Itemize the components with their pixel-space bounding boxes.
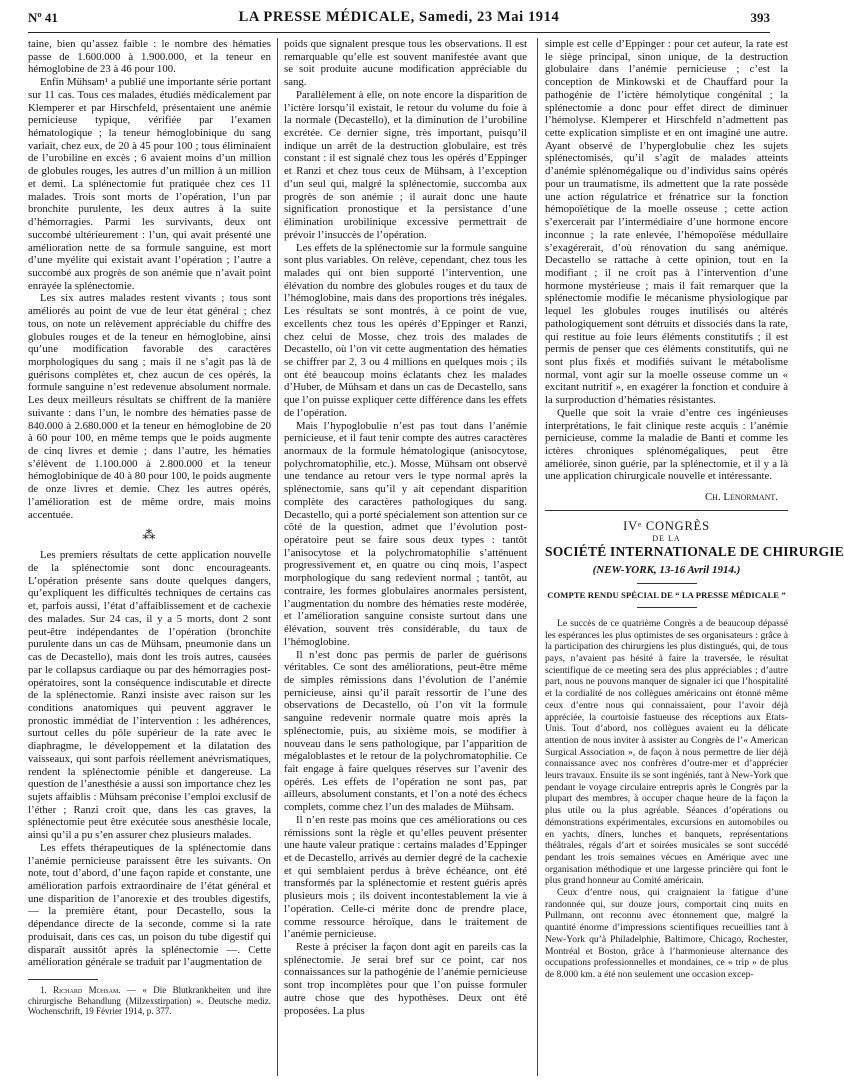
paragraph: Quelle que soit la vraie d’entre ces ingénieuses interprétations, le fait clinique reste acquis : l’anémie pernicieuse, comme la maladie de Banti et comme les ictères chroniques splénomégaliques, peut être améliorée, sinon guérie, par la splénectomie, et il y a là une application chirurgicale nouvelle et intéressante. — [545, 406, 788, 483]
society-name: SOCIÉTÉ INTERNATIONALE DE CHIRURGIE — [545, 543, 844, 559]
column-separator — [277, 38, 278, 1076]
paragraph: taine, bien qu’assez faible : le nombre des hématies passe de 1.600.000 à 1.900.000, et la teneur en hémoglobine de 23 à 46 pour 100. — [28, 38, 271, 76]
paragraph: simple est celle d’Eppinger : pour cet auteur, la rate est le siège principal, sinon unique, de la destruction globulaire dans l’anémie pernicieuse ; c’est la conception de Minkowski et de Chauffard pour la pathogénie de l’ictère hémolytique congénital ; la splénectomie a donc pour effet direct de diminuer l’hémolyse. Klemperer et Hirschfeld n’admettent pas cette explication simpliste et en ont imaginé une autre. Ayant observé de l’hyperglobulie chez les sujets splénectomisés, qu’il s’agît de malades atteints d’anémie splénomégalique ou d’individus sains opérés pour un traumatisme, ils admettent que la rate possède une action régulatrice et frénatrice sur la fonction hémopoïétique de la moelle osseuse ; cette action s’exercerait par l’intermédiaire d’une hormone encore inconnue ; la rate enlevée, l’hémopoïèse médullaire s’exagérerait, d’où rénovation du sang anémique. Decastello se rattache à cette opinion, tout en la modifiant ; il ne croit pas à l’intervention d’une hormone mystérieuse ; mais il fait remarquer que la splénectomie modifie le mécanisme physiologique par lequel les globules rouges inutilisés ou altérés pathologiquement sont détruits et dissociés dans la rate, qui restitue au foie leurs éléments constitutifs ; il est permis de penser que ces éléments constitutifs, qui ne sont plus fixés et modifiés suivant le métabolisme normal, vont agir sur la moelle osseuse comme un « excitant nutritif », en exagérer la fonction et conduire à la surproduction d’hématies résistantes. — [545, 38, 788, 407]
author-signature: Ch. Lenormant. — [704, 491, 778, 504]
paragraph: Il n’est donc pas permis de parler de guérisons véritables. Ce sont des améliorations, peut-être même de simples rémissions dans l’évolution de l’anémie pernicieuse, ainsi qu’il paraît ressortir de l’une des observations de Decastello, où l’on vit la formule sanguine redevenir normale quatre mois après la splénectomie, puis, au sixième mois, se modifier à nouveau dans le sens pathologique, par l’apparition de mégaloblastes et le retour de la polychromatophilie. Ce fait engage à faire quelques réserves sur l’avenir des opérés. Les effets de l’opération ne sont pas, par ailleurs, absolument constants, et l’on a noté des échecs complets, comme chez l’un des malades de Mühsam. — [284, 648, 527, 814]
footnote-text: — « Die Blutkrankheiten und ihre chirurgische Behandlung (Milzexstirpation) ». Deutsche mediz. Wochenschrift, 19 Février 1914, p. 377. — [28, 985, 271, 1017]
congress-title: IVᵉ CONGRÈS — [623, 518, 710, 533]
section-rule — [545, 510, 788, 511]
report-heading: COMPTE RENDU SPÉCIAL DE “ LA PRESSE MÉDICALE ” — [547, 589, 786, 600]
paragraph: Ceux d’entre nous, qui craignaient la fatigue d’une randonnée qui, sur douze jours, comportait cinq nuits en Pullmann, ont reconnu avec étonnement que, malgré la quantité énorme d’impressions scientifiques recueillies tant à New-York qu’à Philadelphie, Baltimore, Chicago, Rochester, Montréal et Boston, grâce à l’harmonieuse alternance des occupations professionnelles et mondaines, ce « trip » de plus de 8.000 km. a été non seulement une occasion excep- — [545, 887, 788, 980]
paragraph: Les premiers résultats de cette application nouvelle de la splénectomie sont donc encourageants. L’opération présente sans doute quelques dangers, qu’expliquent les difficultés techniques de certains cas et, parfois aussi, l’état d’affaiblissement et de cachexie des malades. Sur 24 cas, il y a 5 morts, dont 2 sont peut-être indépendantes de l’opération (bronchite purulente dans un cas de Mühsam, pneumonie dans un cas de Decastello), mais dont les trois autres, causées par le collapsus cardiaque ou par des hémorragies post-opératoires, sont la conséquence indiscutable et directe de la splénectomie. Ranzi insiste avec raison sur les conditions anatomiques qui peuvent aggraver le pronostic immédiat de l’intervention : les adhérences, surtout celles du pôle supérieur de la rate avec le diaphragme, le développement et la dilatation des vaisseaux, qui sont parfois réellement anévrismatiques, rendent la splénectomie pénible et dangereuse. La question de l’anesthésie a aussi son importance chez les sujets affaiblis : Mühsam préconise l’emploi exclusif de l’éther ; Ranzi croit que, dans les cas graves, la splénectomie peut être exécutée sous anesthésie locale, ainsi qu’il a pu s’en assurer chez plusieurs malades. — [28, 549, 271, 842]
paragraph: Les effets thérapeutiques de la splénectomie dans l’anémie pernicieuse paraissent être les suivants. On note, tout d’abord, d’une façon rapide et constante, une amélioration parfois extraordinaire de l’état général et une disparition de l’anorexie et des troubles digestifs, — la première étant, pour Decastello, sous la dépendance directe de la seconde, comme si la rate produisait, dans ces cas, un poison du tube digestif qui disparaît aussitôt après la splénectomie —. Cette amélioration générale se traduit par l’augmentation de — [28, 841, 271, 969]
footnote-author: 1. Richard Mühsam. — [40, 985, 121, 996]
column-1 — [28, 38, 271, 1076]
column-separator — [537, 38, 538, 1076]
paragraph: Reste à préciser la façon dont agit en pareils cas la splénectomie. Je serai bref sur ce point, car nos connaissances sur la pathogénie de l’anémie pernicieuse sont trop incomplètes pour que l’on puisse formuler autre chose que des hypothèses. Deux ont été proposées. La plus — [284, 941, 527, 1017]
report-body — [545, 618, 788, 981]
page-header — [28, 6, 770, 30]
paragraph: Les six autres malades restent vivants ; tous sont améliorés au point de vue de leur état général ; chez tous, on note un relèvement appréciable du chiffre des globules rouges et de la teneur en hémoglobine, ainsi qu’une modification favorable des caractères morphologiques du sang ; mais il ne s’agit pas là de guérisons complètes et, chez aucun de ces opérés, la formule sanguine n’est redevenue absolument normale. Les deux meilleurs résultats se chiffrent de la manière suivante : dans l’un, le nombre des hématies passe de 840.000 à 2.680.000 et la teneur en hémoglobine de 20 à 60 pour 100, en même temps que le poids augmente de cinq livres et demie ; dans l’autre, les hématies s’élèvent de 1.100.000 à 2.800.000 et la teneur hémoglobinique de 40 à 80 pour 100, le poids augmente de onze livres et demie. Chez les autres opérés, l’amélioration est de même ordre, mais moins accentuée. — [28, 292, 271, 521]
footnote — [28, 985, 271, 1017]
congress-subtitle: DE LA — [652, 533, 681, 543]
paragraph: Les effets de la splénectomie sur la formule sanguine sont plus variables. On relève, cependant, chez tous les malades qui ont bien supporté l’intervention, une élévation du nombre des globules rouges et du taux de l’hémoglobine, mais dans des proportions très inégales. Les résultats se sont montrés, à ce point de vue, excellents chez tous les opérés d’Eppinger et Ranzi, chez celui de Mosse, chez trois des malades de Decastello, où l’on vit cette augmentation des hématies se chiffrer par 2, 3 ou 4 millions en quelques mois ; ils ont été beaucoup moins éclatants chez les malades d’Huber, de Mühsam et dans un cas de Decastello, sans que l’on puisse expliquer cette différence dans les effets de l’opération. — [284, 241, 527, 419]
footnote-rule — [28, 979, 98, 980]
short-rule — [637, 583, 697, 584]
asterism: ⁂ — [142, 527, 157, 543]
paragraph: Mais l’hypoglobulie n’est pas tout dans l’anémie pernicieuse, et il faut tenir compte des autres caractères anormaux de la formule hématologique (anisocytose, polychromatophilie, etc.). Mosse, Mühsam ont observé une tendance au retour vers le type normal après la splénectomie, sans qu’il y ait cependant disparition complète des caractères pathologiques du sang. Decastello, qui a porté spécialement son attention sur ce côté de la question, admet que l’évolution post-opératoire peut se faire sous deux types : tantôt l’anisocytose et la polychromatophilie s’atténuent progressivement et, en quatre ou cinq mois, l’aspect morphologique du sang redevient normal ; tantôt, au contraire, les formes globulaires anormales persistent, l’augmentation du nombre des hématies reste modérée, et l’amélioration sanguine consiste surtout dans une élévation, souvent très considérable, du taux de l’hémoglobine. — [284, 419, 527, 648]
congress-dates: (NEW-YORK, 13-16 Avril 1914.) — [592, 563, 741, 576]
page-number: 393 — [750, 10, 770, 25]
issue-number: Nº 41 — [28, 10, 58, 25]
paragraph: Le succès de ce quatrième Congrès a de beaucoup dépassé les espérances les plus optimistes de ses organisateurs : grâce à la participation des chirurgiens les plus distingués, qui, de tous pays, n’avaient pas hésité à faire la traversée, le résultat scientifique de ce meeting sera des plus appréciables ; d’autre part, nous ne pouvons manquer de signaler ici que l’hospitalité et la cordialité de nos collègues américains ont étonné même ceux d’entre nous qui connaissaient, pour l’avoir déjà appréciée, la courtoisie fastueuse des réceptions aux Etats-Unis. Tout d’abord, nos collègues avaient eu la délicate attention de nous inviter à assister au Congrès de l’« American Surgical Association », de façon à nous permettre de lier déjà connaissance avec nos confrères d’outre-mer et d’apprécier leurs travaux. Ensuite ils se sont ingéniés, tant à New-York que pendant le voyage circulaire entrepris après le Congrès par la plupart des membres, à occuper chaque heure de la façon la plus utile ou la plus agréable. Séances d’opérations ou démonstrations expérimentales, excursions en automobiles ou en yachts, dîners, lunches et banquets, représentations théâtrales, régals d’art et soirées musicales se sont succédé pendant les trois semaines vécues en Amérique avec une organisation méthodique et une largesse princière qui font le plus grand honneur au Comité américain. — [545, 617, 788, 887]
short-rule — [637, 607, 697, 608]
paragraph: Il n’en reste pas moins que ces améliorations ou ces rémissions sont la règle et qu’elles peuvent présenter une haute valeur pratique : certains malades d’Eppinger et de Decastello, arrivés au dernier degré de la cachexie et qui semblaient perdus à brève échéance, ont été transformés par la splénectomie et restent guéris après plusieurs mois ; ils doivent incontestablement la vie à l’opération. Celle-ci mérite donc de prendre place, comme ressource héroïque, dans le traitement de l’anémie pernicieuse. — [284, 813, 527, 941]
journal-title: LA PRESSE MÉDICALE, Samedi, 23 Mai 1914 — [238, 9, 560, 25]
paragraph: Enfin Mühsam¹ a publié une importante série portant sur 11 cas. Tous ces malades, étudiés médicalement par Klemperer et par Hirschfeld, présentaient une anémie pernicieuse typique, vérifiée par l’examen hématologique ; la teneur hémoglobinique du sang variait, chez eux, de 20 à 45 pour 100 ; tous éliminaient de l’urobiline en excès ; 6 avaient moins d’un million de globules rouges, les autres d’un million à un million et demi. La splénectomie fut pratiquée chez ces 11 malades. Trois sont morts de l’opération, l’un par bronchite purulente, les deux autres à la suite d’hémorragies. Parmi les survivants, deux ont succombé ultérieurement : l’un, qui avait présenté une amélioration nette de sa formule sanguine, est mort d’une myélite qui existait avant l’opération ; l’autre a succombé aux progrès de son anémie que n’avait point enrayée la splénectomie. — [28, 76, 271, 292]
column-2 — [284, 38, 527, 1076]
header-rule — [28, 32, 770, 33]
paragraph: Parallèlement à elle, on note encore la disparition de l’ictère lorsqu’il existait, le retour du volume du foie à la normale (Decastello), et la diminution de l’urobiline excrétée. Ce dernier signe, très important, puisqu’il indique un arrêt de la destruction globulaire, est très constant : il est signalé chez tous les opérés d’Eppinger et Ranzi et chez tous ceux de Mühsam, à l’exception d’un seul qui, malgré la splénectomie, succomba aux progrès de son anémie ; il aurait donc une haute signification pronostique et la persistance d’une élimination urobilinique excessive permettrait de prévoir l’insuccès de l’opération. — [284, 88, 527, 241]
paragraph: poids que signalent presque tous les observations. Il est remarquable qu’elle est souvent manifestée avant que se soit produite aucune modification appréciable du sang. — [284, 38, 527, 89]
column-3 — [545, 38, 844, 1076]
